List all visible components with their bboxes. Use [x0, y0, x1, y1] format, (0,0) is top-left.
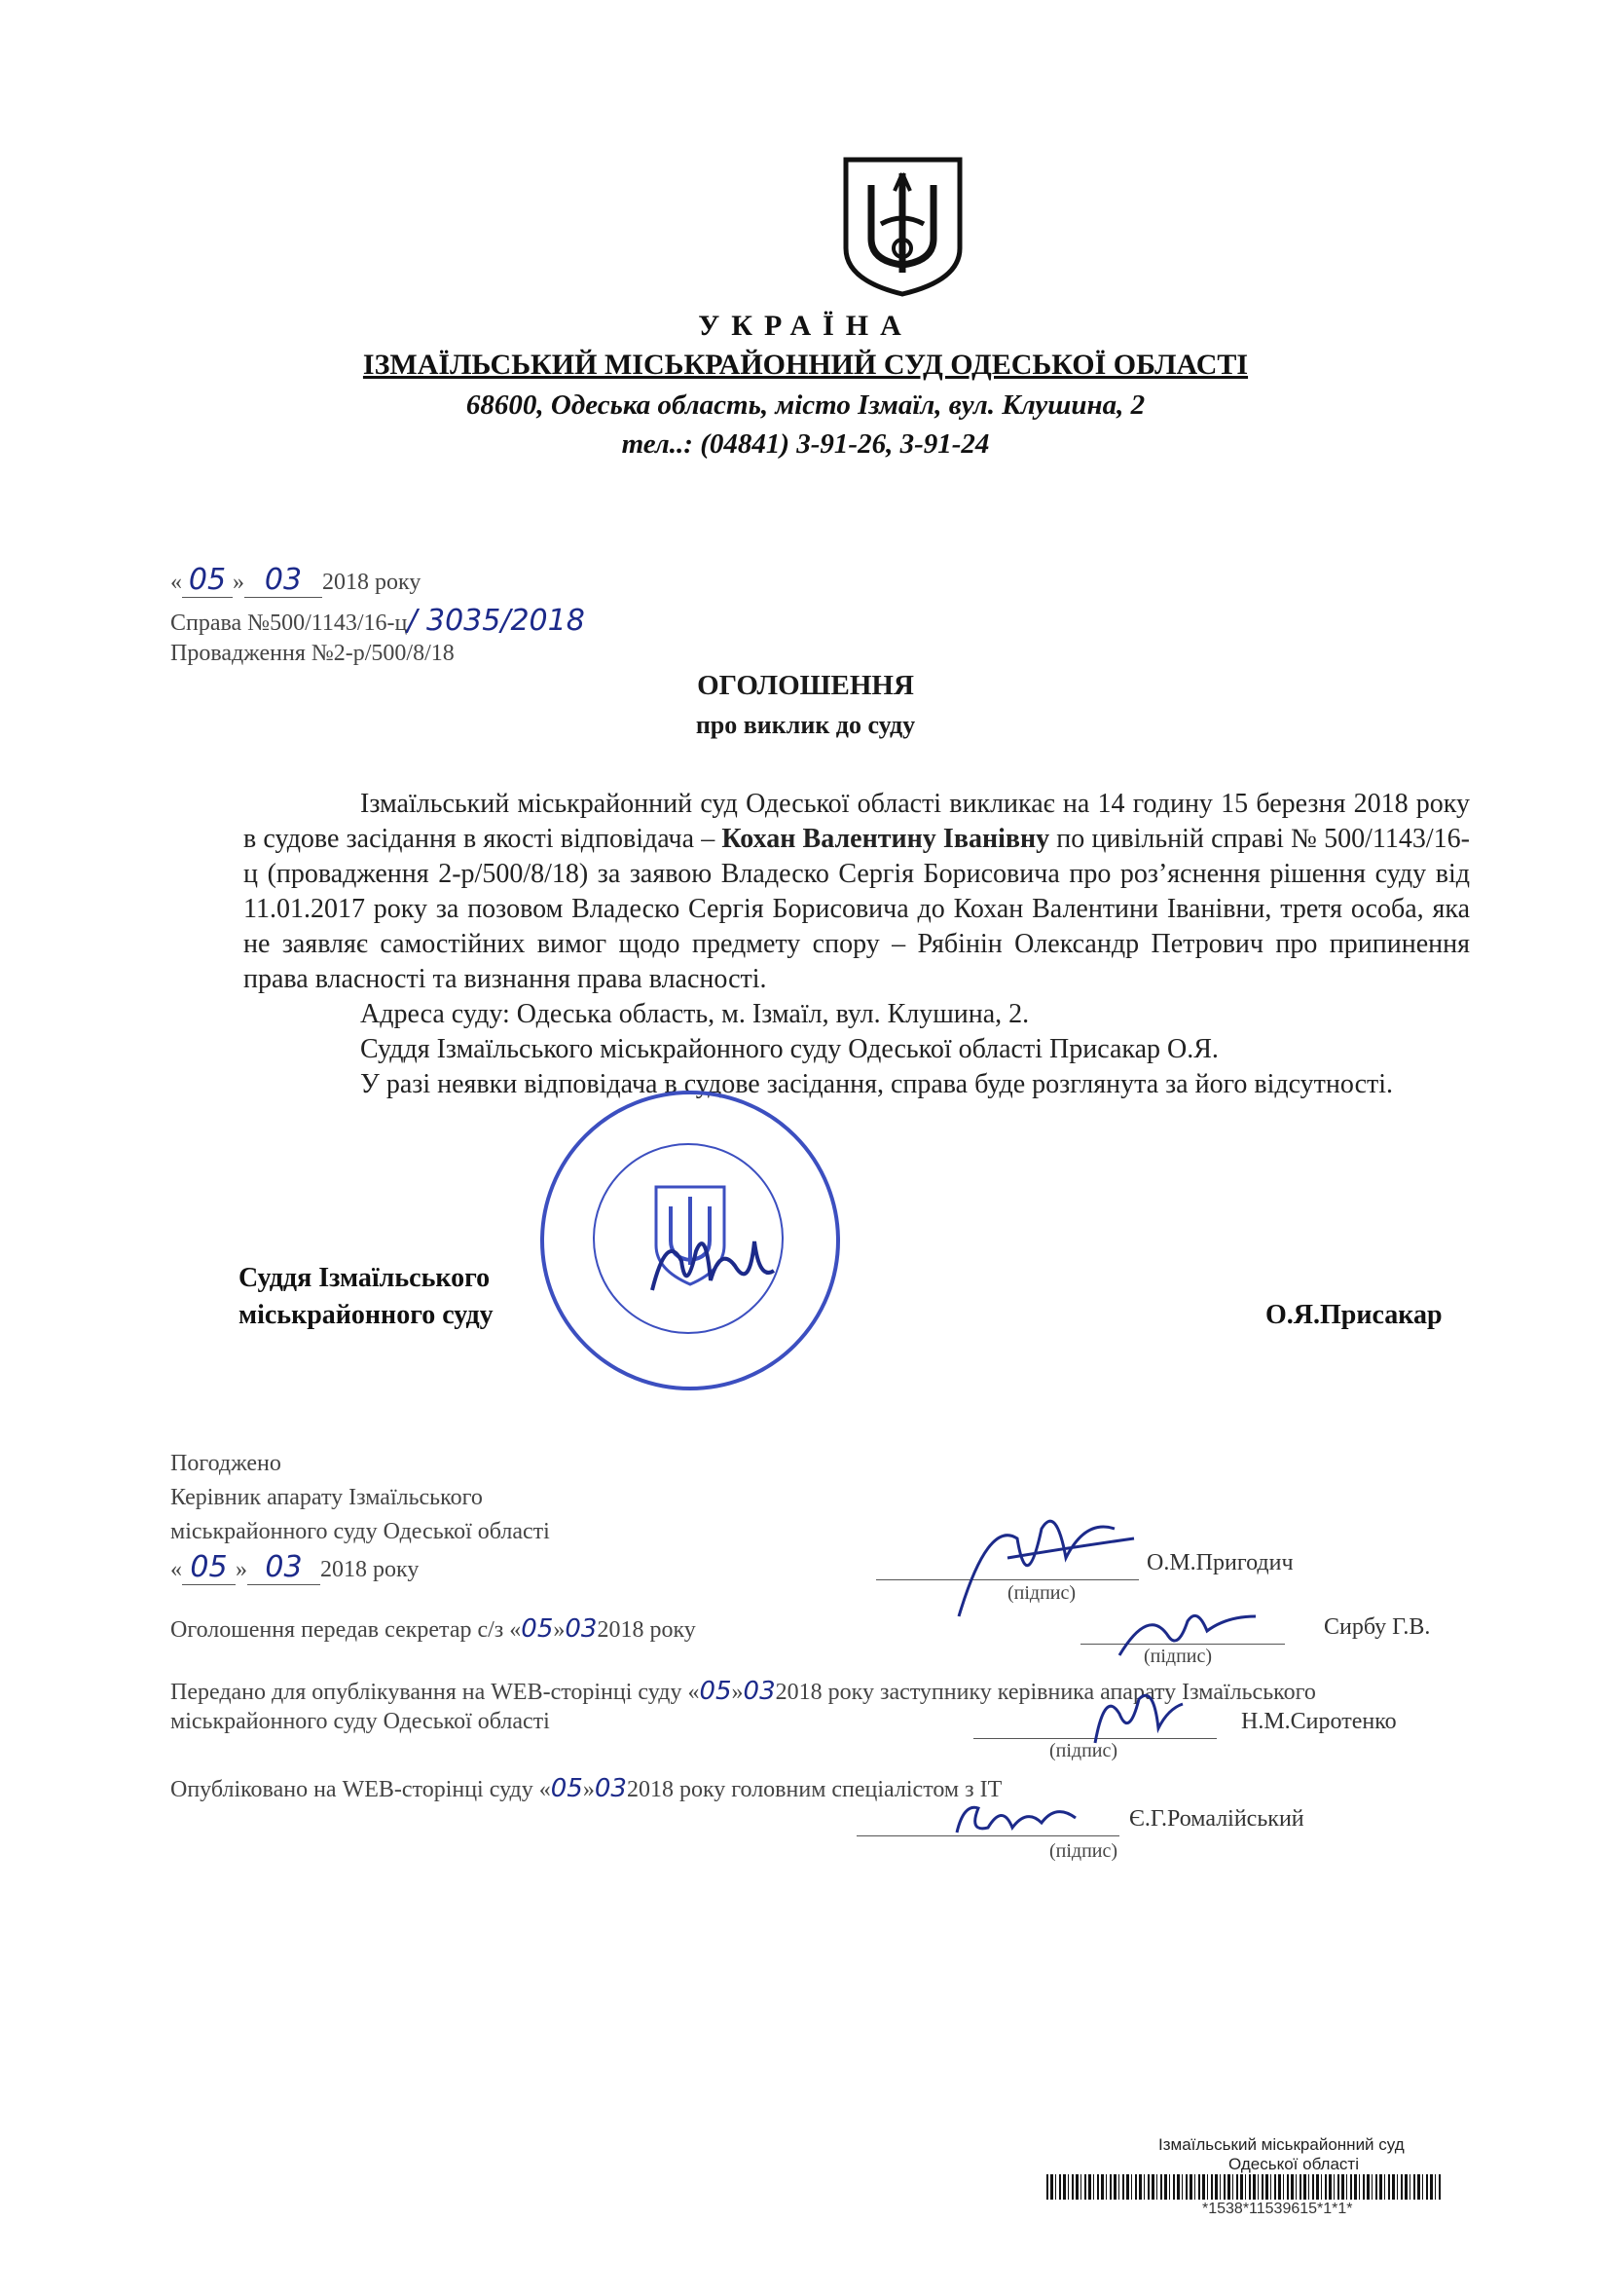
transfer-text-end: 2018 року заступнику керівника апарату Ізмаїльського: [775, 1680, 1316, 1705]
defendant-name: Кохан Валентину Іванівну: [721, 824, 1050, 854]
case-number-label: Справа №500/1143/16-ц: [170, 611, 408, 636]
date-month-handwritten: 03: [244, 563, 322, 598]
case-number: [170, 604, 585, 638]
country-heading: УКРАЇНА: [698, 310, 913, 342]
secretary-date-year: 2018 року: [597, 1617, 696, 1643]
transfer-court: міськрайонного суду Одеської області: [170, 1709, 550, 1734]
published-date-quote-close: »: [582, 1777, 595, 1802]
approval-heading: Погоджено: [170, 1451, 281, 1476]
published-day-handwritten: 05: [550, 1774, 583, 1803]
approval-date-day-handwritten: 05: [182, 1550, 236, 1585]
case-number-handwritten: / 3035/2018: [407, 604, 585, 638]
court-phone: тел..: (04841) 3-91-26, 3-91-24: [621, 428, 990, 460]
secretary-day-handwritten: 05: [521, 1614, 554, 1644]
body-paragraph-address: Адреса суду: Одеська область, м. Ізмаїл, вул. Клушина, 2.: [360, 999, 1030, 1029]
summons-text-start: Ізмаїльський міськрайонний суд Одеської області викликає на 14 годину 15 березня 2018 року в судове засідання в якості відповідача –: [243, 789, 1470, 854]
approval-court: міськрайонного суду Одеської області: [170, 1519, 550, 1544]
judge-name: О.Я.Присакар: [1265, 1300, 1443, 1330]
secretary-text: Оголошення передав секретар с/з «: [170, 1617, 522, 1643]
transfer-signature-icon: [1080, 1680, 1188, 1753]
secretary-signature-icon: [1110, 1597, 1265, 1665]
approval-position: Керівник апарату Ізмаїльського: [170, 1485, 483, 1510]
approval-date-quote-open: «: [170, 1557, 182, 1582]
notice-body: [243, 787, 1470, 1102]
approval-date-quote-close: »: [236, 1557, 247, 1582]
date-quote-open: «: [170, 570, 182, 595]
document-date: [170, 563, 421, 598]
approval-signature-caption: (підпис): [1007, 1582, 1077, 1604]
body-paragraph-judge: Суддя Ізмаїльського міськрайонного суду Одеської області Присакар О.Я.: [360, 1034, 1219, 1064]
transfer-month-handwritten: 03: [743, 1677, 776, 1706]
notice-title: ОГОЛОШЕННЯ: [697, 670, 914, 701]
published-signature-caption: (підпис): [1049, 1840, 1118, 1862]
court-address: 68600, Одеська область, місто Ізмаїл, вул. Клушина, 2: [465, 389, 1146, 421]
proceeding-number: Провадження №2-р/500/8/18: [170, 641, 455, 666]
date-day-handwritten: 05: [182, 563, 233, 598]
date-year: 2018 року: [322, 570, 421, 595]
judge-signature-icon: [638, 1222, 784, 1315]
secretary-date-quote-close: »: [553, 1617, 566, 1643]
judge-title-line1: Суддя Ізмаїльського: [238, 1263, 491, 1293]
barcode-image: [1046, 2174, 1441, 2200]
secretary-name: Сирбу Г.В.: [1324, 1614, 1431, 1640]
transfer-text: Передано для опублікування на WEB-сторінці суду «: [170, 1680, 700, 1705]
published-month-handwritten: 03: [594, 1774, 627, 1803]
published-signature-icon: [949, 1794, 1085, 1842]
transfer-day-handwritten: 05: [699, 1677, 732, 1706]
barcode-court-region: Одеської області: [1228, 2155, 1359, 2173]
coat-of-arms-icon: [842, 156, 964, 297]
published-text-end: 2018 року головним спеціалістом з ІТ: [626, 1777, 1003, 1802]
notice-subtitle: про виклик до суду: [695, 711, 916, 739]
approval-date-year: 2018 року: [320, 1557, 420, 1582]
body-paragraph-absence: У разі неявки відповідача в судове засідання, справа буде розглянута за його відсутності.: [360, 1069, 1394, 1099]
secretary-line: [170, 1614, 696, 1644]
transfer-signature-caption: (підпис): [1049, 1740, 1118, 1761]
published-text: Опубліковано на WEB-сторінці суду «: [170, 1777, 551, 1802]
judge-title-line2: міськрайонного суду: [238, 1300, 494, 1330]
barcode-code: *1538*11539615*1*1*: [1202, 2201, 1353, 2217]
summons-text-end: по цивільній справі № 500/1143/16-ц (провадження 2-р/500/8/18) за заявою Владеско Сергія Борисовича про роз’яснення рішення суду від 11.01.2017 року за позовом Владеско Сергія Борисовича до Кохан Валентини Іванівни, третя особа, яка не заявляє самостійних вимог щодо предмету спору – Рябінін Олександр Петрович про припинення права власності та визнання права власності.: [243, 824, 1470, 994]
transfer-date-quote-close: »: [731, 1680, 744, 1705]
secretary-signature-caption: (підпис): [1144, 1646, 1213, 1667]
secretary-month-handwritten: 03: [565, 1614, 598, 1644]
court-heading: ІЗМАЇЛЬСЬКИЙ МІСЬКРАЙОННИЙ СУД ОДЕСЬКОЇ ОБЛАСТІ: [362, 349, 1249, 381]
approval-date: [170, 1550, 419, 1585]
date-quote-close: »: [233, 570, 244, 595]
transfer-name: Н.М.Сиротенко: [1241, 1709, 1397, 1734]
published-line: [170, 1774, 1002, 1803]
body-paragraph-summons: [243, 787, 1470, 997]
approval-date-month-handwritten: 03: [247, 1550, 320, 1585]
approval-name: О.М.Пригодич: [1147, 1550, 1294, 1575]
published-name: Є.Г.Ромалійський: [1129, 1806, 1304, 1832]
barcode-court-name: Ізмаїльський міськрайонний суд: [1158, 2135, 1405, 2154]
